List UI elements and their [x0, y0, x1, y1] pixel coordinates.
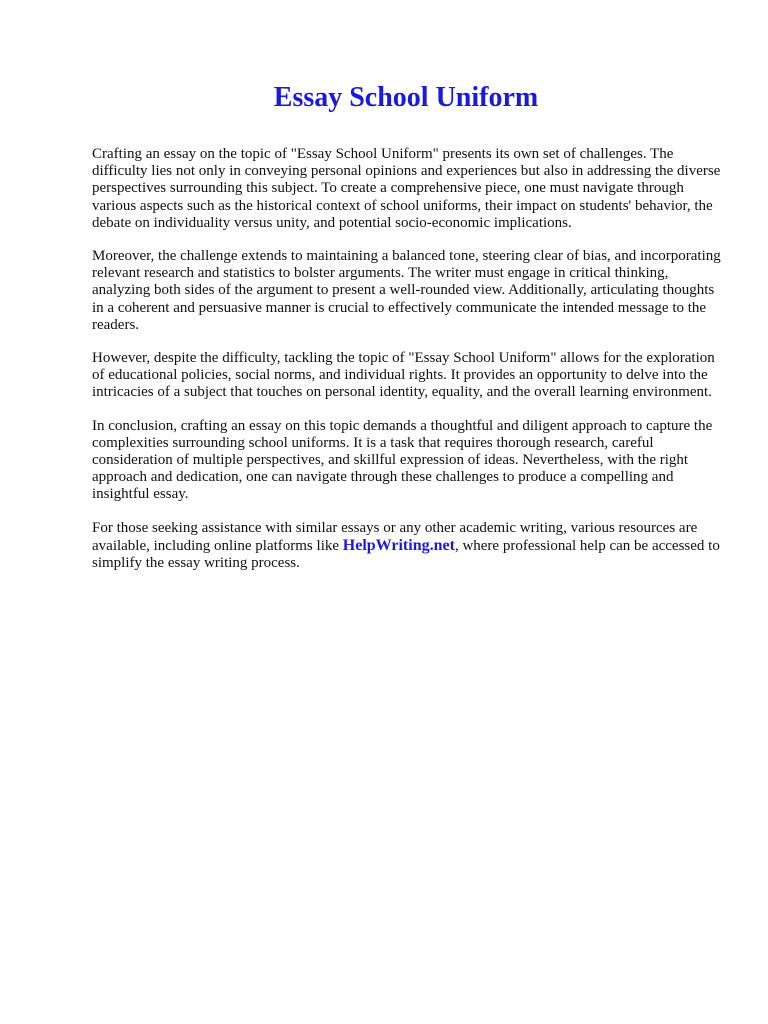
- paragraph-5-after-link: , where professional help can be accessed to simplify the essay writing process.: [92, 537, 720, 572]
- paragraph-5: [92, 520, 724, 573]
- paragraph-3: However, despite the difficulty, tackling the topic of "Essay School Uniform" allows for the exploration of educational policies, social norms, and individual rights. It provides an opportunity to delve into the intricacies of a subject that touches on personal identity, equality, and the overall learning environment.: [92, 350, 715, 401]
- document-title: [0, 78, 768, 118]
- document-title-text: Essay School Uniform: [273, 82, 539, 113]
- paragraph-1: Crafting an essay on the topic of "Essay School Uniform" presents its own set of challenges. The difficulty lies not only in conveying personal opinions and experiences but also in addressing the diverse perspectives surrounding this subject. To create a comprehensive piece, one must navigate through various aspects such as the historical context of school uniforms, their impact on students' behavior, the debate on individuality versus unity, and potential socio-economic implications.: [92, 146, 721, 231]
- helpwriting-link[interactable]: HelpWriting.net: [342, 536, 455, 554]
- paragraph-2: Moreover, the challenge extends to maintaining a balanced tone, steering clear of bias, and incorporating relevant research and statistics to bolster arguments. The writer must engage in critical thinking, analyzing both sides of the argument to present a well-rounded view. Additionally, articulating thoughts in a coherent and persuasive manner is crucial to effectively communicate the intended message to the readers.: [92, 248, 721, 333]
- paragraph-4: In conclusion, crafting an essay on this topic demands a thoughtful and diligent approach to capture the complexities surrounding school uniforms. It is a task that requires thorough research, careful consideration of multiple perspectives, and skillful expression of ideas. Nevertheless, with the right approach and dedication, one can navigate through these challenges to produce a compelling and insightful essay.: [92, 417, 713, 503]
- paragraph-5-before-link: For those seeking assistance with similar essays or any other academic writing, various resources are available, including online platforms like: [92, 519, 698, 554]
